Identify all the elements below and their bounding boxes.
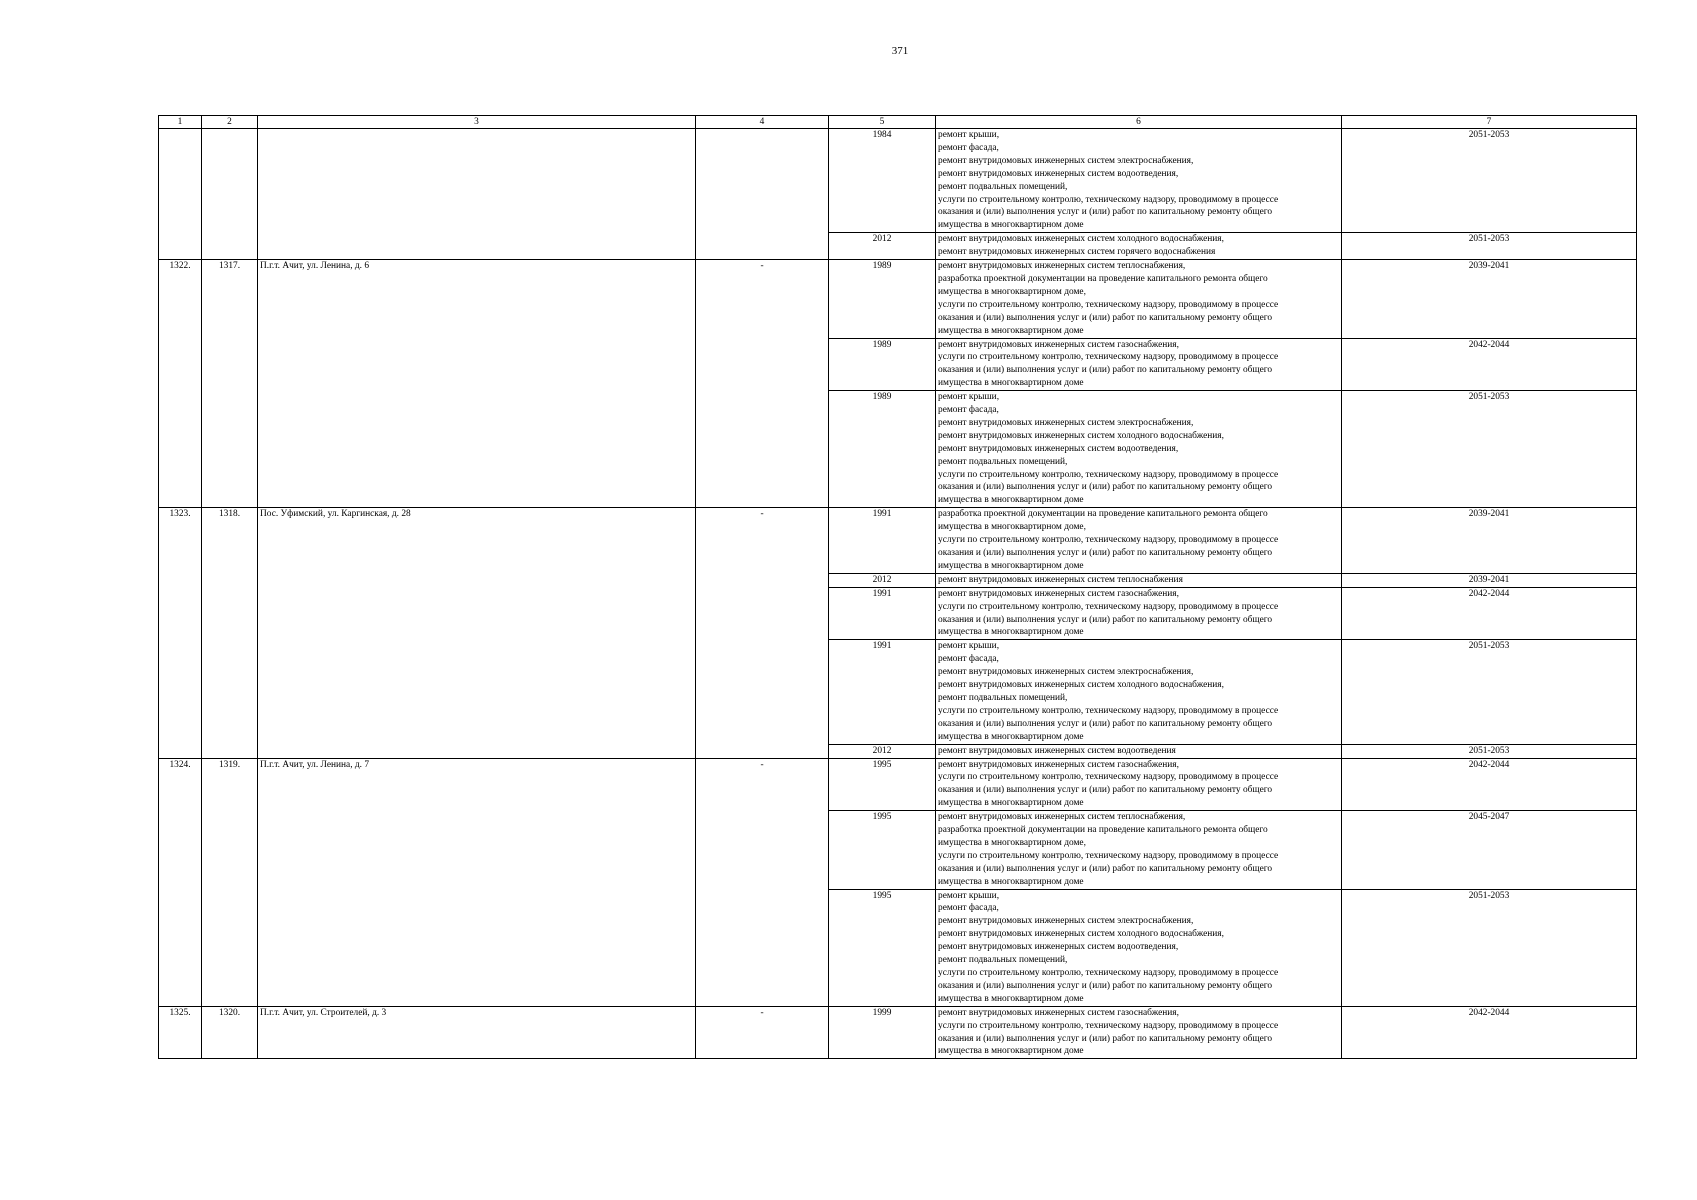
record-code-cell: 1320. xyxy=(202,1006,258,1059)
work-line: имущества в многоквартирном доме, xyxy=(938,522,1086,533)
works-cell xyxy=(936,744,1342,758)
works-cell xyxy=(936,587,1342,640)
year-cell: 1989 xyxy=(829,338,936,391)
year-cell: 1991 xyxy=(829,508,936,574)
record-number-cell: 1324. xyxy=(159,758,202,1006)
work-line: ремонт внутридомовых инженерных систем холодного водоснабжения, xyxy=(938,430,1224,441)
period-cell: 2039-2041 xyxy=(1342,508,1637,574)
page-number: 371 xyxy=(891,45,909,57)
header-col-4: 4 xyxy=(696,116,829,129)
work-line: ремонт подвальных помещений, xyxy=(938,181,1068,192)
header-col-1: 1 xyxy=(159,116,202,129)
work-line: имущества в многоквартирном доме xyxy=(938,798,1084,809)
work-line: ремонт внутридомовых инженерных систем холодного водоснабжения, xyxy=(938,234,1224,245)
works-cell xyxy=(936,573,1342,587)
work-line: ремонт крыши, xyxy=(938,890,1000,901)
col4-cell: - xyxy=(696,508,829,758)
year-cell: 1991 xyxy=(829,587,936,640)
col4-cell: - xyxy=(696,260,829,508)
register-table xyxy=(158,115,1637,1059)
period-cell: 2051-2053 xyxy=(1342,391,1637,508)
work-line: ремонт внутридомовых инженерных систем электроснабжения, xyxy=(938,155,1194,166)
table-row xyxy=(159,260,1637,338)
year-cell: 1991 xyxy=(829,640,936,744)
work-line: ремонт фасада, xyxy=(938,142,999,153)
work-line: ремонт внутридомовых инженерных систем теплоснабжения xyxy=(938,574,1183,585)
work-line: ремонт крыши, xyxy=(938,641,1000,652)
work-line: оказания и (или) выполнения услуг и (или) работ по капитальному ремонту общего xyxy=(938,207,1273,218)
work-line: оказания и (или) выполнения услуг и (или) работ по капитальному ремонту общего xyxy=(938,482,1273,493)
work-line: ремонт крыши, xyxy=(938,392,1000,403)
work-line: ремонт внутридомовых инженерных систем электроснабжения, xyxy=(938,916,1194,927)
work-line: услуги по строительному контролю, техническому надзору, проводимому в процессе xyxy=(938,968,1279,978)
period-cell: 2045-2047 xyxy=(1342,811,1637,889)
period-cell: 2051-2053 xyxy=(1342,233,1637,260)
work-line: оказания и (или) выполнения услуг и (или) работ по капитальному ремонту общего xyxy=(938,980,1273,991)
work-line: оказания и (или) выполнения услуг и (или) работ по капитальному ремонту общего xyxy=(938,614,1273,625)
record-code-cell: 1318. xyxy=(202,508,258,758)
work-line: имущества в многоквартирном доме xyxy=(938,495,1084,506)
work-line: ремонт внутридомовых инженерных систем теплоснабжения, xyxy=(938,812,1186,823)
work-line: услуги по строительному контролю, техническому надзору, проводимому в процессе xyxy=(938,601,1279,612)
table-row xyxy=(159,1006,1637,1059)
work-line: оказания и (или) выполнения услуг и (или) работ по капитальному ремонту общего xyxy=(938,863,1273,874)
work-line: имущества в многоквартирном доме xyxy=(938,876,1084,887)
works-cell xyxy=(936,260,1342,338)
table-row xyxy=(159,758,1637,811)
works-cell xyxy=(936,1006,1342,1059)
year-cell: 2012 xyxy=(829,744,936,758)
year-cell: 2012 xyxy=(829,233,936,260)
work-line: имущества в многоквартирном доме, xyxy=(938,286,1086,297)
header-col-2: 2 xyxy=(202,116,258,129)
record-number-cell: 1325. xyxy=(159,1006,202,1059)
work-line: ремонт подвальных помещений, xyxy=(938,955,1068,966)
work-line: имущества в многоквартирном доме xyxy=(938,627,1084,638)
col4-cell: - xyxy=(696,758,829,1006)
year-cell: 1999 xyxy=(829,1006,936,1059)
table-row xyxy=(159,129,1637,233)
work-line: ремонт внутридомовых инженерных систем водоотведения, xyxy=(938,942,1179,953)
work-line: ремонт внутридомовых инженерных систем водоотведения, xyxy=(938,443,1179,454)
address-cell: П.г.т. Ачит, ул. Строителей, д. 3 xyxy=(258,1006,696,1059)
address-cell: Пос. Уфимский, ул. Каргинская, д. 28 xyxy=(258,508,696,758)
work-line: ремонт внутридомовых инженерных систем электроснабжения, xyxy=(938,667,1194,678)
work-line: услуги по строительному контролю, техническому надзору, проводимому в процессе xyxy=(938,469,1279,480)
work-line: ремонт внутридомовых инженерных систем холодного водоснабжения, xyxy=(938,929,1224,940)
work-line: ремонт внутридомовых инженерных систем газоснабжения, xyxy=(938,339,1179,350)
period-cell: 2039-2041 xyxy=(1342,260,1637,338)
work-line: услуги по строительному контролю, техническому надзору, проводимому в процессе xyxy=(938,705,1279,716)
period-cell: 2042-2044 xyxy=(1342,758,1637,811)
works-cell xyxy=(936,129,1342,233)
continuation-cell xyxy=(159,129,202,260)
record-number-cell: 1322. xyxy=(159,260,202,508)
year-cell: 1984 xyxy=(829,129,936,233)
works-cell xyxy=(936,508,1342,574)
work-line: ремонт внутридомовых инженерных систем холодного водоснабжения, xyxy=(938,680,1224,691)
header-row xyxy=(159,116,1637,129)
work-line: имущества в многоквартирном доме xyxy=(938,560,1084,571)
year-cell: 1995 xyxy=(829,889,936,1006)
period-cell: 2042-2044 xyxy=(1342,587,1637,640)
works-cell xyxy=(936,758,1342,811)
header-col-6: 6 xyxy=(936,116,1342,129)
work-line: оказания и (или) выполнения услуг и (или) работ по капитальному ремонту общего xyxy=(938,365,1273,376)
record-number-cell: 1323. xyxy=(159,508,202,758)
period-cell: 2042-2044 xyxy=(1342,338,1637,391)
work-line: ремонт внутридомовых инженерных систем электроснабжения, xyxy=(938,417,1194,428)
period-cell: 2051-2053 xyxy=(1342,640,1637,744)
works-cell xyxy=(936,338,1342,391)
col4-cell: - xyxy=(696,1006,829,1059)
work-line: имущества в многоквартирном доме xyxy=(938,378,1084,389)
header-col-7: 7 xyxy=(1342,116,1637,129)
work-line: оказания и (или) выполнения услуг и (или) работ по капитальному ремонту общего xyxy=(938,785,1273,796)
year-cell: 1989 xyxy=(829,391,936,508)
work-line: услуги по строительному контролю, техническому надзору, проводимому в процессе xyxy=(938,299,1279,310)
period-cell: 2051-2053 xyxy=(1342,129,1637,233)
works-cell xyxy=(936,811,1342,889)
table-body xyxy=(159,129,1637,1059)
year-cell: 1995 xyxy=(829,811,936,889)
work-line: ремонт внутридомовых инженерных систем газоснабжения, xyxy=(938,759,1179,770)
period-cell: 2039-2041 xyxy=(1342,573,1637,587)
work-line: ремонт внутридомовых инженерных систем газоснабжения, xyxy=(938,588,1179,599)
header-col-5: 5 xyxy=(829,116,936,129)
work-line: ремонт внутридомовых инженерных систем газоснабжения, xyxy=(938,1007,1179,1018)
works-cell xyxy=(936,889,1342,1006)
work-line: ремонт фасада, xyxy=(938,405,999,416)
address-cell: П.г.т. Ачит, ул. Ленина, д. 6 xyxy=(258,260,696,508)
work-line: оказания и (или) выполнения услуг и (или) работ по капитальному ремонту общего xyxy=(938,718,1273,729)
works-cell xyxy=(936,640,1342,744)
work-line: ремонт внутридомовых инженерных систем горячего водоснабжения xyxy=(938,247,1216,258)
work-line: оказания и (или) выполнения услуг и (или) работ по капитальному ремонту общего xyxy=(938,312,1273,323)
year-cell: 2012 xyxy=(829,573,936,587)
work-line: имущества в многоквартирном доме xyxy=(938,220,1084,231)
work-line: услуги по строительному контролю, техническому надзору, проводимому в процессе xyxy=(938,535,1279,546)
period-cell: 2051-2053 xyxy=(1342,889,1637,1006)
header-col-3: 3 xyxy=(258,116,696,129)
record-code-cell: 1317. xyxy=(202,260,258,508)
work-line: разработка проектной документации на проведение капитального ремонта общего xyxy=(938,509,1268,520)
work-line: имущества в многоквартирном доме xyxy=(938,325,1084,336)
work-line: услуги по строительному контролю, техническому надзору, проводимому в процессе xyxy=(938,194,1279,205)
work-line: услуги по строительному контролю, техническому надзору, проводимому в процессе xyxy=(938,352,1279,363)
work-line: ремонт внутридомовых инженерных систем водоотведения, xyxy=(938,168,1179,179)
work-line: имущества в многоквартирном доме, xyxy=(938,837,1086,848)
work-line: ремонт внутридомовых инженерных систем водоотведения xyxy=(938,745,1176,756)
work-line: разработка проектной документации на проведение капитального ремонта общего xyxy=(938,825,1268,836)
work-line: имущества в многоквартирном доме xyxy=(938,993,1084,1004)
work-line: ремонт внутридомовых инженерных систем теплоснабжения, xyxy=(938,261,1186,272)
year-cell: 1995 xyxy=(829,758,936,811)
work-line: имущества в многоквартирном доме xyxy=(938,731,1084,742)
work-line: разработка проектной документации на проведение капитального ремонта общего xyxy=(938,273,1268,284)
register-table-container xyxy=(158,115,1636,1059)
work-line: оказания и (или) выполнения услуг и (или) работ по капитальному ремонту общего xyxy=(938,1033,1273,1044)
works-cell xyxy=(936,233,1342,260)
period-cell: 2051-2053 xyxy=(1342,744,1637,758)
works-cell xyxy=(936,391,1342,508)
work-line: ремонт фасада, xyxy=(938,903,999,914)
work-line: ремонт подвальных помещений, xyxy=(938,456,1068,467)
work-line: ремонт крыши, xyxy=(938,130,1000,140)
work-line: ремонт подвальных помещений, xyxy=(938,692,1068,703)
table-row xyxy=(159,508,1637,574)
continuation-cell xyxy=(258,129,696,260)
continuation-cell xyxy=(202,129,258,260)
year-cell: 1989 xyxy=(829,260,936,338)
work-line: ремонт фасада, xyxy=(938,654,999,665)
period-cell: 2042-2044 xyxy=(1342,1006,1637,1059)
work-line: услуги по строительному контролю, техническому надзору, проводимому в процессе xyxy=(938,850,1279,861)
address-cell: П.г.т. Ачит, ул. Ленина, д. 7 xyxy=(258,758,696,1006)
continuation-cell xyxy=(696,129,829,260)
work-line: имущества в многоквартирном доме xyxy=(938,1046,1084,1057)
record-code-cell: 1319. xyxy=(202,758,258,1006)
work-line: оказания и (или) выполнения услуг и (или) работ по капитальному ремонту общего xyxy=(938,548,1273,558)
work-line: услуги по строительному контролю, техническому надзору, проводимому в процессе xyxy=(938,1020,1279,1031)
work-line: услуги по строительному контролю, техническому надзору, проводимому в процессе xyxy=(938,772,1279,783)
